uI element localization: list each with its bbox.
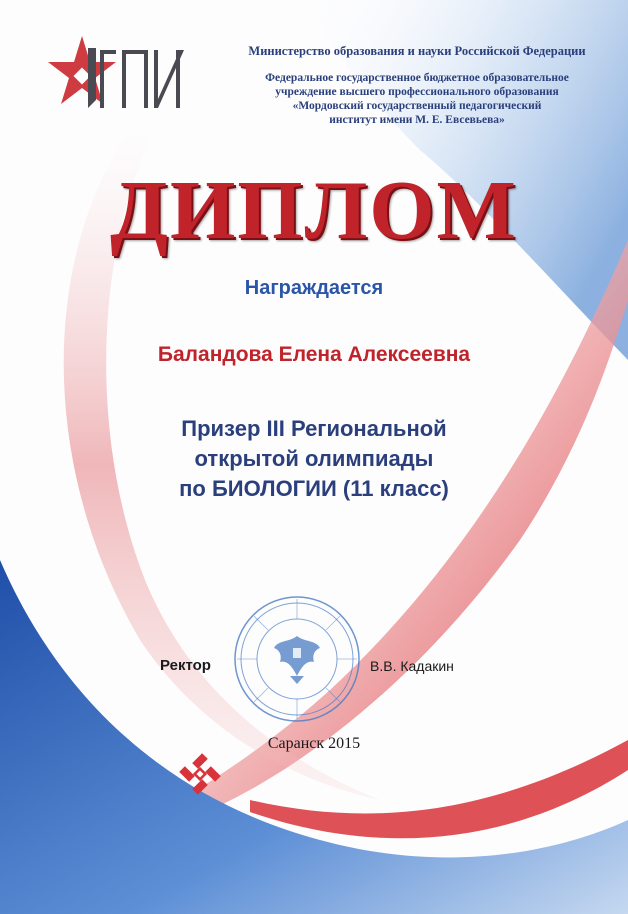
city-year: Саранск 2015 [267, 735, 361, 752]
rector-label: Ректор [160, 657, 211, 674]
achievement-line: по БИОЛОГИИ (11 класс) [179, 476, 449, 501]
awarded-label: Награждается [244, 277, 384, 299]
ornament-star-icon [48, 36, 116, 104]
ministry-name: Министерство образования и науки Российской Федерации [248, 44, 586, 58]
achievement-text [0, 414, 628, 504]
org-line: Федеральное государственное бюджетное образовательное [265, 72, 569, 84]
eagle-emblem-icon [274, 636, 320, 684]
official-seal-icon [232, 594, 362, 724]
organization-name [222, 71, 612, 127]
diploma-title: ДИПЛОМ [110, 164, 518, 257]
org-line: институт имени М. Е. Евсевьева» [329, 114, 505, 126]
achievement-line: Призер III Региональной [181, 416, 447, 441]
rector-name: В.В. Кадакин [370, 658, 454, 674]
mordovian-ornament-icon [178, 752, 222, 796]
org-line: «Мордовский государственный педагогический [292, 100, 542, 112]
achievement-line: открытой олимпиады [194, 446, 434, 471]
org-line: учреждение высшего профессионального образования [275, 86, 559, 98]
igpi-logo [30, 28, 215, 128]
recipient-name: Баландова Елена Алексеевна [157, 343, 471, 366]
